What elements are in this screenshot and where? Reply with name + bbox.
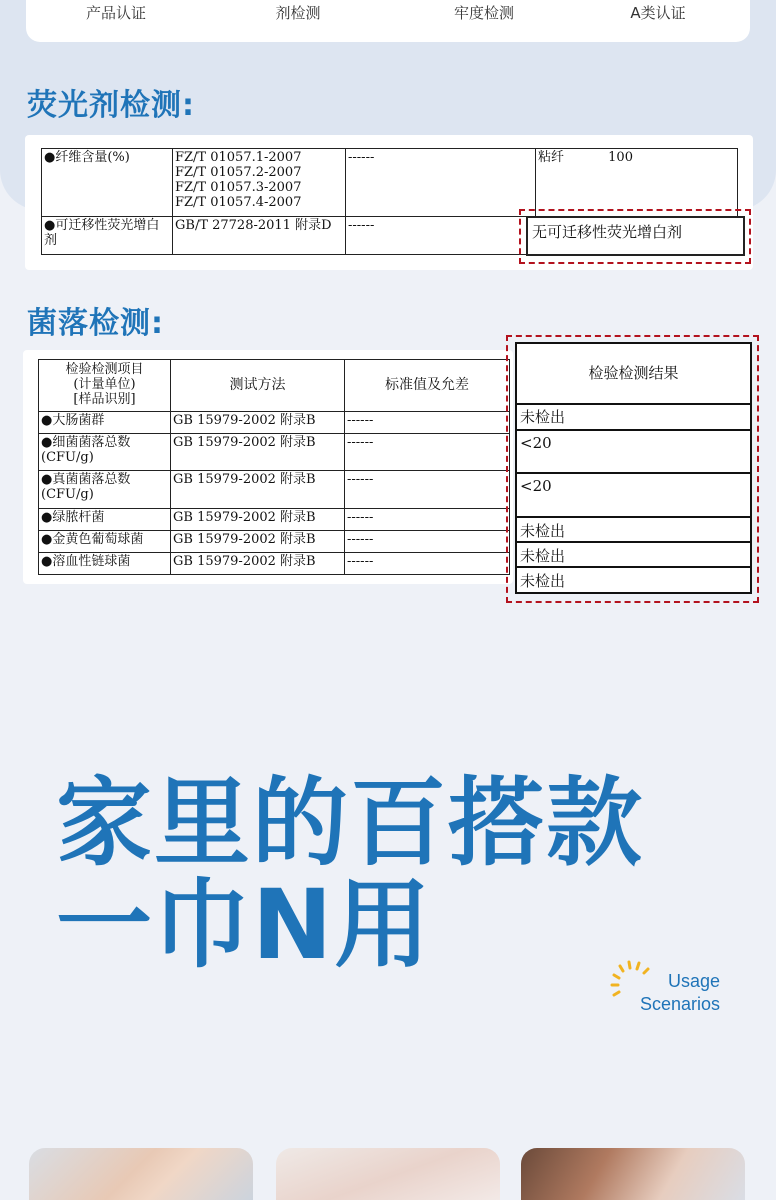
colony-method: GB 15979-2002 附录B — [171, 553, 345, 575]
header-standard: 标准值及允差 — [345, 360, 510, 412]
header-method: 测试方法 — [171, 360, 345, 412]
scenario-photo-baby — [29, 1148, 253, 1200]
cert-item-sweat-fastness: 牢度检测 — [453, 4, 514, 22]
colony-standard: ------ — [345, 434, 510, 471]
usage-label: Usage — [667, 971, 720, 991]
table-row — [39, 531, 510, 553]
table-row — [39, 360, 510, 412]
colony-standard: ------ — [345, 531, 510, 553]
colony-result: 未检出 — [517, 518, 750, 543]
colony-item: ●金黄色葡萄球菌 — [39, 531, 171, 553]
table-row — [39, 412, 510, 434]
fiber-content-result: 粘纤 100 — [536, 149, 738, 217]
table-row — [42, 149, 738, 217]
fluorescent-section-title: 荧光剂检测: — [27, 88, 195, 123]
colony-result: <20 — [517, 474, 750, 518]
fiber-content-item: ●纤维含量(%) — [42, 149, 173, 217]
colony-result: 未检出 — [520, 572, 566, 590]
colony-standard: ------ — [345, 471, 510, 509]
certification-card — [26, 0, 750, 42]
colony-result-header: 检验检测结果 — [517, 344, 750, 405]
colony-method: GB 15979-2002 附录B — [171, 509, 345, 531]
colony-result: 未检出 — [517, 543, 750, 568]
colony-result: <20 — [517, 431, 750, 474]
scenario-photo-hands — [276, 1148, 500, 1200]
colony-standard: ------ — [345, 412, 510, 434]
fiber-content-standard: ------ — [346, 149, 536, 217]
colony-standard: ------ — [345, 553, 510, 575]
colony-item: ●绿脓杆菌 — [39, 509, 171, 531]
fiber-content-methods: FZ/T 01057.1-2007 FZ/T 01057.2-2007 FZ/T 01057.3-2007 FZ/T 01057.4-2007 — [173, 149, 346, 217]
usage-scenarios-badge — [600, 955, 730, 1025]
colony-section-title: 菌落检测: — [27, 306, 164, 341]
colony-standard: ------ — [345, 509, 510, 531]
cert-item-class-a: A类认证 — [630, 4, 686, 22]
colony-method: GB 15979-2002 附录B — [171, 412, 345, 434]
headline-line-1: 家里的百搭款 — [56, 767, 644, 879]
colony-result: 未检出 — [517, 405, 750, 431]
colony-item: ●大肠菌群 — [39, 412, 171, 434]
cert-item-medical: 产品认证 — [85, 4, 146, 22]
colony-item: ●细菌菌落总数 (CFU/g) — [39, 434, 171, 471]
scenarios-label: Scenarios — [639, 994, 720, 1014]
colony-result-column — [515, 342, 752, 594]
table-row — [39, 471, 510, 509]
colony-report-table — [38, 359, 510, 575]
colony-method: GB 15979-2002 附录B — [171, 434, 345, 471]
colony-item: ●溶血性链球菌 — [39, 553, 171, 575]
cert-item-no-fluorescent: 剂检测 — [275, 4, 321, 22]
table-row — [39, 553, 510, 575]
header-item: 检验检测项目 (计量单位) [样品识别] — [39, 360, 171, 412]
brightener-standard: ------ — [346, 217, 536, 255]
table-row — [39, 434, 510, 471]
colony-method: GB 15979-2002 附录B — [171, 531, 345, 553]
headline-line-2: 一巾N用 — [56, 869, 433, 981]
colony-method: GB 15979-2002 附录B — [171, 471, 345, 509]
table-row — [39, 509, 510, 531]
scenario-photo-child — [521, 1148, 745, 1200]
brightener-method: GB/T 27728-2011 附录D — [173, 217, 346, 255]
brightener-result: 无可迁移性荧光增白剂 — [526, 216, 745, 256]
brightener-item: ●可迁移性荧光增白剂 — [42, 217, 173, 255]
colony-item: ●真菌菌落总数 (CFU/g) — [39, 471, 171, 509]
